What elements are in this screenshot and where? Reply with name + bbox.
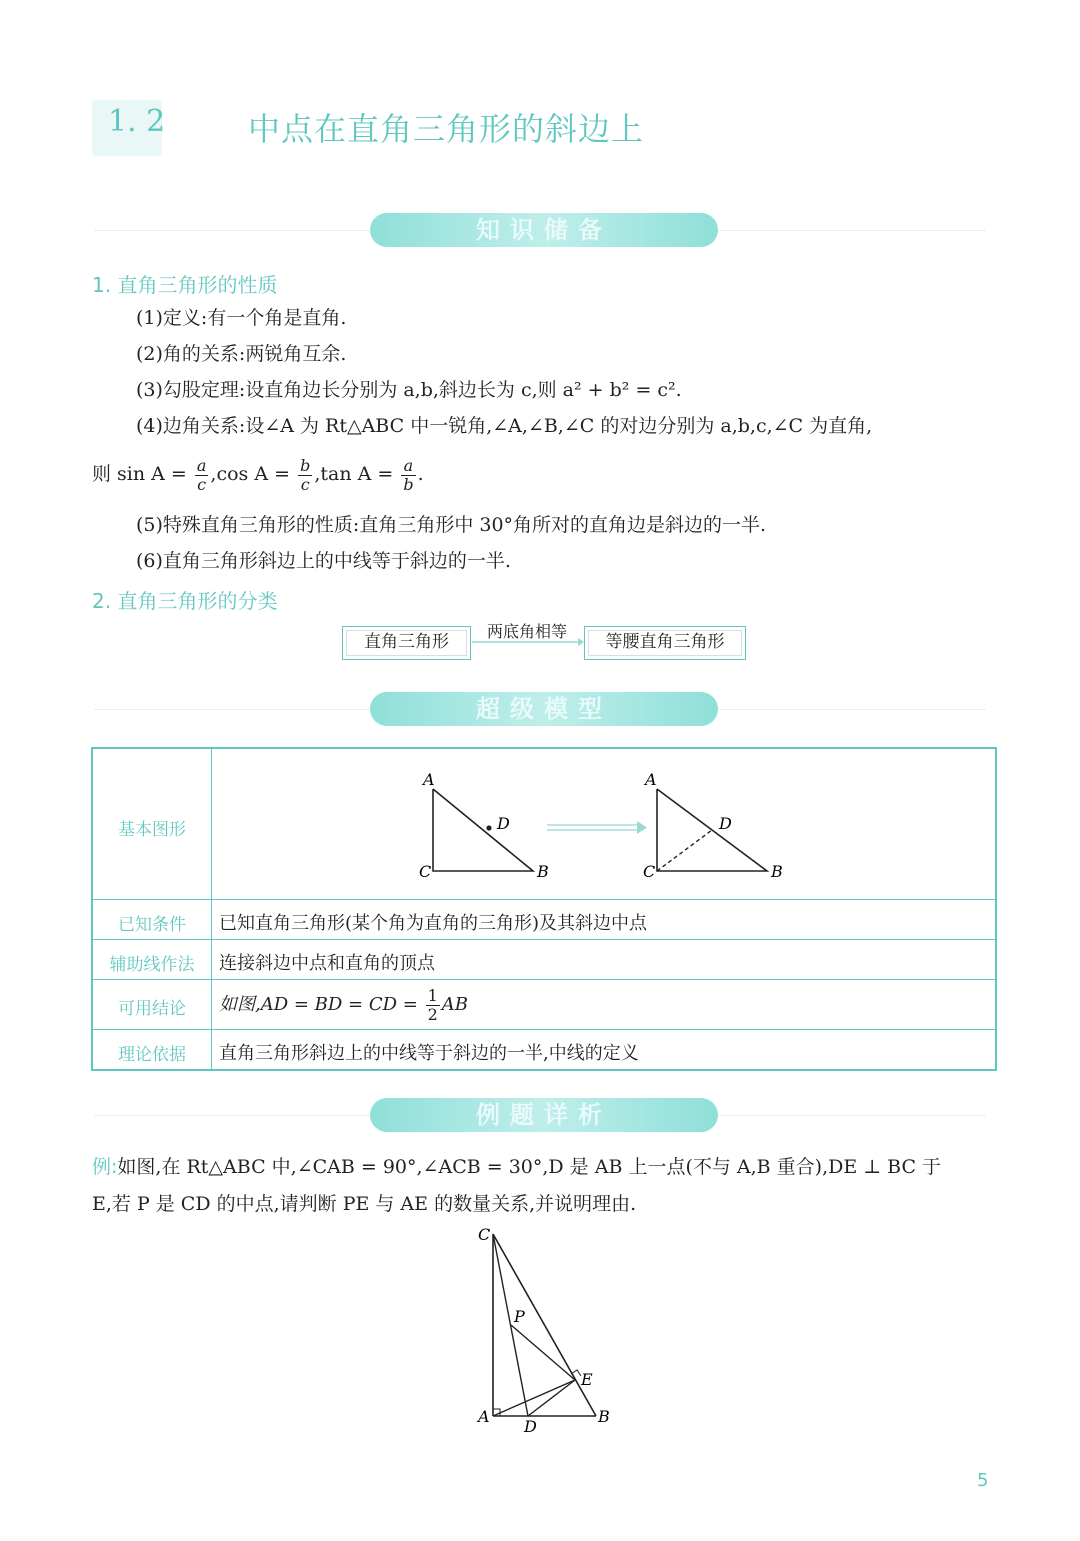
class-arrow (470, 636, 585, 648)
example-line-2: E,若 P 是 CD 的中点,请判断 PE 与 AE 的数量关系,并说明理由. (92, 1193, 637, 1215)
tan-numerator: a (401, 457, 415, 476)
class-from-label: 直角三角形 (364, 632, 449, 652)
row-label: 理论依据 (118, 1045, 186, 1065)
row-content: 连接斜边中点和直角的顶点 (219, 953, 435, 974)
class-box-right-triangle (342, 626, 471, 660)
basic-figure (393, 767, 813, 887)
cos-numerator: b (300, 455, 311, 475)
tan-denominator: b (403, 474, 414, 494)
table-row (93, 979, 995, 1030)
trig-ratios (92, 452, 424, 496)
section-title: 中点在直角三角形的斜边上 (248, 110, 645, 148)
class-box-isosceles-right (584, 626, 746, 660)
class-to-label: 等腰直角三角形 (605, 632, 725, 652)
banner-model: 超级模型 (370, 692, 718, 726)
sin-numerator: a (196, 455, 207, 475)
label-C: C (419, 862, 432, 881)
property-angles: (2)角的关系:两锐角互余. (136, 343, 347, 365)
example-line-1 (92, 1155, 941, 1179)
label-A: A (478, 1407, 490, 1426)
sin-denominator: c (197, 474, 207, 494)
row-label: 基本图形 (118, 820, 186, 840)
row-content: 直角三角形斜边上的中线等于斜边的一半,中线的定义 (219, 1043, 639, 1064)
row-content: 已知直角三角形(某个角为直角的三角形)及其斜边中点 (219, 913, 648, 934)
table-divider (211, 940, 212, 980)
property-definition: (1)定义:有一个角是直角. (136, 307, 347, 329)
row-label: 可用结论 (118, 999, 186, 1019)
sin-fraction (195, 457, 209, 494)
trig-end: . (417, 463, 424, 485)
conclusion-text: 如图,AD = BD = CD = (219, 994, 418, 1015)
label-B: B (537, 862, 549, 881)
table-row (93, 899, 995, 940)
banner-knowledge: 知识储备 (370, 213, 718, 247)
label-C: C (643, 862, 656, 881)
model-arrow-head (637, 821, 647, 834)
label-D: D (497, 814, 510, 833)
table-divider (211, 1030, 212, 1070)
section-number: 1. 2 (108, 104, 166, 139)
property-median: (6)直角三角形斜边上的中线等于斜边的一半. (136, 550, 511, 572)
heading-properties: 1. 直角三角形的性质 (92, 273, 278, 297)
trig-prefix: 则 sin A = (92, 463, 187, 485)
triangle-left (433, 789, 533, 871)
label-A: A (423, 770, 435, 789)
tan-fraction (401, 457, 415, 494)
label-P: P (514, 1307, 525, 1326)
table-row (93, 1029, 995, 1070)
example-label: 例: (92, 1156, 118, 1178)
model-table (91, 747, 997, 1071)
half-fraction (426, 987, 440, 1024)
median-dashed (657, 830, 712, 871)
table-divider (211, 980, 212, 1030)
segment-PE (511, 1325, 575, 1380)
banner-example: 例题详析 (370, 1098, 718, 1132)
row-content (219, 984, 468, 1026)
midpoint-dot (486, 825, 491, 830)
property-side-angle: (4)边角关系:设∠A 为 Rt△ABC 中一锐角,∠A,∠B,∠C 的对边分别为 a,b,c,∠C 为直角, (136, 415, 873, 437)
label-D: D (524, 1417, 537, 1436)
page-number: 5 (977, 1470, 989, 1491)
cos-fraction (298, 457, 312, 494)
table-row (93, 939, 995, 980)
label-B: B (771, 862, 783, 881)
property-pythagoras: (3)勾股定理:设直角边长分别为 a,b,斜边长为 c,则 a² + b² = c². (136, 379, 682, 401)
label-A: A (645, 770, 657, 789)
table-divider (211, 900, 212, 940)
cos-denominator: c (300, 474, 310, 494)
label-B: B (598, 1407, 610, 1426)
heading-classification: 2. 直角三角形的分类 (92, 589, 278, 613)
row-label: 已知条件 (118, 915, 186, 935)
table-row (93, 749, 995, 899)
cos-label: ,cos A = (210, 463, 291, 485)
class-arrow-label: 两底角相等 (486, 622, 567, 641)
row-label: 辅助线作法 (109, 955, 195, 975)
half-numerator: 1 (427, 985, 438, 1005)
example-figure (460, 1222, 630, 1437)
table-divider (211, 749, 212, 899)
conclusion-end: AB (441, 994, 469, 1015)
example-text-1: 如图,在 Rt△ABC 中,∠CAB = 90°,∠ACB = 30°,D 是 AB 上一点(不与 A,B 重合),DE ⊥ BC 于 (117, 1156, 942, 1178)
label-C: C (478, 1225, 491, 1244)
label-D: D (719, 814, 732, 833)
half-denominator: 2 (427, 1004, 438, 1024)
property-30-degree: (5)特殊直角三角形的性质:直角三角形中 30°角所对的直角边是斜边的一半. (136, 514, 767, 536)
tan-label: ,tan A = (314, 463, 394, 485)
label-E: E (581, 1370, 593, 1389)
